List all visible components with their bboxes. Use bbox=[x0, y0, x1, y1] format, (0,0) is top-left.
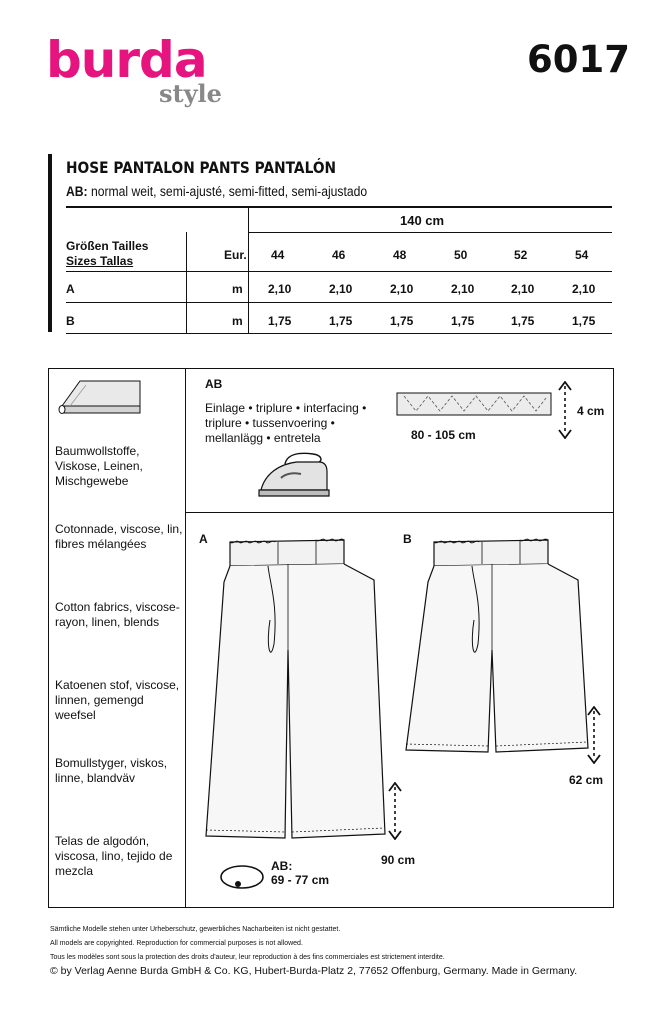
view-a-length-arrow bbox=[388, 782, 402, 840]
row-a-value: 2,10 bbox=[572, 282, 596, 296]
interfacing-width-arrow bbox=[558, 381, 572, 439]
row-a-unit: m bbox=[232, 282, 243, 296]
fabric-text-es: Telas de algodón, viscosa, lino, tejido de mezcla bbox=[55, 834, 173, 878]
row-b-unit: m bbox=[232, 314, 243, 328]
fabric-text-sv: Bomullstyger, viskos, linne, blandväv bbox=[55, 756, 168, 785]
publisher-copyright: © by Verlag Aenne Burda GmbH & Co. KG, Hubert-Burda-Platz 2, 77652 Offenburg, Germany. Made in Germany. bbox=[50, 965, 578, 977]
row-b-value: 1,75 bbox=[451, 314, 475, 328]
copyright-notice-fr: Tous les modèles sont sous la protection des droits d'auteur, leur reproduction à des fins commerciales est strictement interdite. bbox=[50, 954, 445, 961]
size-46: 46 bbox=[332, 248, 346, 262]
sizes-header bbox=[66, 239, 148, 269]
view-b-length-arrow bbox=[587, 706, 601, 764]
logo-subword: style bbox=[159, 79, 222, 108]
sizes-header-line-1: Größen Tailles bbox=[66, 239, 149, 253]
interfacing-width: 4 cm bbox=[577, 404, 605, 418]
view-a-length: 90 cm bbox=[381, 853, 416, 867]
fabric-text-fr: Cotonnade, viscose, lin, fibres mélangées bbox=[55, 522, 183, 551]
size-54: 54 bbox=[575, 248, 589, 262]
table-rule bbox=[66, 302, 612, 303]
row-a-value: 2,10 bbox=[390, 282, 414, 296]
elastic-loop-icon bbox=[218, 862, 266, 892]
table-rule bbox=[66, 271, 612, 272]
logo-wordmark: burda bbox=[46, 31, 207, 89]
table-divider bbox=[248, 208, 249, 333]
fabric-text-nl: Katoenen stof, viscose, linnen, gemengd weefsel bbox=[55, 678, 180, 722]
eur-label: Eur. bbox=[224, 248, 247, 262]
page-title: HOSE PANTALON PANTS PANTALÓN bbox=[66, 158, 337, 177]
header-accent-bar bbox=[48, 154, 52, 332]
pattern-number: 6017 bbox=[527, 38, 630, 81]
iron-icon bbox=[255, 450, 335, 500]
table-bottom-rule bbox=[66, 333, 612, 334]
fit-prefix: AB: bbox=[66, 184, 88, 199]
view-b-length: 62 cm bbox=[569, 773, 604, 787]
sizes-header-line-2: Sizes Tallas bbox=[66, 254, 134, 268]
row-a-value: 2,10 bbox=[511, 282, 535, 296]
row-b-value: 1,75 bbox=[329, 314, 353, 328]
interfacing-strip bbox=[396, 390, 554, 420]
row-b-value: 1,75 bbox=[390, 314, 414, 328]
row-b-label: B bbox=[66, 314, 75, 328]
fit-text: normal weit, semi-ajusté, semi-fitted, semi-ajustado bbox=[90, 184, 368, 199]
view-a-trousers-drawing bbox=[198, 534, 388, 846]
row-b-value: 1,75 bbox=[268, 314, 292, 328]
view-a-label: A bbox=[199, 532, 208, 546]
fit-description bbox=[66, 184, 367, 199]
interfacing-views-label: AB bbox=[205, 377, 223, 391]
burda-style-logo bbox=[46, 31, 236, 114]
row-b-value: 1,75 bbox=[572, 314, 596, 328]
copyright-notice-de: Sämtliche Modelle stehen unter Urheberschutz, gewerbliches Nacharbeiten ist nicht gestattet. bbox=[50, 926, 341, 933]
size-48: 48 bbox=[393, 248, 407, 262]
size-50: 50 bbox=[454, 248, 468, 262]
row-a-value: 2,10 bbox=[329, 282, 353, 296]
interfacing-text: mellanlägg • entretela bbox=[205, 431, 321, 445]
fabric-roll-icon bbox=[56, 373, 146, 421]
row-a-value: 2,10 bbox=[268, 282, 292, 296]
elastic-length: 69 - 77 cm bbox=[271, 873, 330, 887]
section-divider bbox=[185, 512, 614, 513]
interfacing-text: Einlage • triplure • interfacing • bbox=[205, 401, 367, 415]
fabric-text-en: Cotton fabrics, viscose-rayon, linen, blends bbox=[55, 600, 180, 629]
table-width-rule bbox=[248, 232, 612, 233]
copyright-notice-en: All models are copyrighted. Reproduction for commercial purposes is not allowed. bbox=[50, 940, 303, 947]
row-a-value: 2,10 bbox=[451, 282, 475, 296]
size-52: 52 bbox=[514, 248, 528, 262]
fabric-column-divider bbox=[185, 368, 186, 908]
row-a-label: A bbox=[66, 282, 75, 296]
view-b-label: B bbox=[403, 532, 412, 546]
interfacing-text: triplure • tussenvoering • bbox=[205, 416, 335, 430]
size-44: 44 bbox=[271, 248, 285, 262]
row-b-value: 1,75 bbox=[511, 314, 535, 328]
view-b-shorts-drawing bbox=[402, 534, 592, 756]
fabric-width: 140 cm bbox=[400, 213, 445, 228]
elastic-label: AB: bbox=[271, 859, 293, 873]
interfacing-length: 80 - 105 cm bbox=[411, 428, 476, 442]
table-top-rule bbox=[66, 206, 612, 208]
fabric-text-de: Baumwollstoffe, Viskose, Leinen, Mischgewebe bbox=[55, 444, 143, 488]
table-divider bbox=[186, 232, 187, 333]
